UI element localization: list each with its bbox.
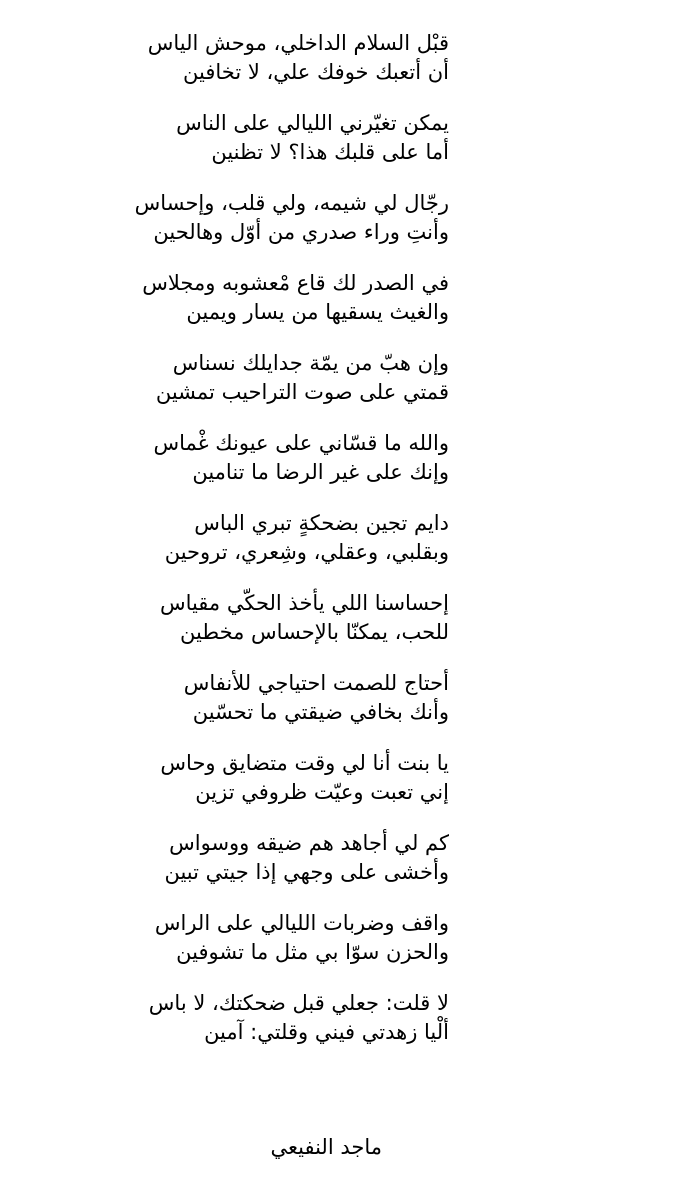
verse-line: أن أتعبك خوفك علي، لا تخافين xyxy=(183,60,449,84)
verse-line: قمتي على صوت التراحيب تمشين xyxy=(155,380,449,404)
verse-line: وأنتِ وراء صدري من أوّل وهالحين xyxy=(153,220,449,244)
verse-line: أحتاج للصمت احتياجي للأنفاس xyxy=(183,671,449,695)
verse-line: والغيث يسقيها من يسار ويمين xyxy=(186,300,449,324)
verse-line: لا قلت: جعلي قبل ضحكتك، لا باس xyxy=(148,991,449,1015)
stanza xyxy=(0,189,673,269)
verse-line: أما على قلبك هذا؟ لا تظنين xyxy=(211,140,449,164)
stanza xyxy=(0,909,673,989)
stanza xyxy=(0,429,673,509)
stanza xyxy=(0,509,673,589)
verse-line: إحساسنا اللي يأخذ الحكّي مقياس xyxy=(159,591,449,615)
stanza xyxy=(0,109,673,189)
verse-line: يا بنت أنا لي وقت متضايق وحاس xyxy=(160,751,449,775)
verse-line: قبْل السلام الداخلي، موحش الياس xyxy=(147,31,449,55)
stanza xyxy=(0,989,673,1069)
verse-line: والحزن سوّا بي مثل ما تشوفين xyxy=(176,940,449,964)
verse-line: في الصدر لك قاع مْعشوبه ومجلاس xyxy=(142,271,449,295)
poem xyxy=(0,29,673,1069)
verse-line: واقف وضربات الليالي على الراس xyxy=(154,911,449,935)
verse-line: دايم تجين بضحكةٍ تبري الباس xyxy=(194,511,449,535)
verse-line: كم لي أجاهد هم ضيقه ووسواس xyxy=(169,831,449,855)
verse-line: ألْيا زهدتي فيني وقلتي: آمين xyxy=(204,1020,449,1044)
poet-signature: ماجد النفيعي xyxy=(270,1135,382,1159)
stanza xyxy=(0,269,673,349)
stanza xyxy=(0,749,673,829)
verse-line: وإن هبّ من يمّة جدايلك نسناس xyxy=(172,351,449,375)
verse-line: للحب، يمكنّا بالإحساس مخطين xyxy=(180,620,449,644)
stanza xyxy=(0,589,673,669)
verse-line: وأنك بخافي ضيقتي ما تحسّين xyxy=(192,700,449,724)
verse-line: وأخشى على وجهي إذا جيتي تبين xyxy=(164,860,449,884)
verse-line: وبقلبي، وعقلي، وشِعري، تروحين xyxy=(164,540,449,564)
stanza xyxy=(0,829,673,909)
verse-line: يمكن تغيّرني الليالي على الناس xyxy=(176,111,449,135)
verse-line: وإنك على غير الرضا ما تنامين xyxy=(192,460,449,484)
stanza xyxy=(0,349,673,429)
stanza xyxy=(0,29,673,109)
stanza xyxy=(0,669,673,749)
verse-line: رجّال لي شيمه، ولي قلب، وإحساس xyxy=(134,191,449,215)
verse-line: إني تعبت وعيّت ظروفي تزين xyxy=(195,780,449,804)
verse-line: والله ما قسّاني على عيونك غْماس xyxy=(153,431,449,455)
